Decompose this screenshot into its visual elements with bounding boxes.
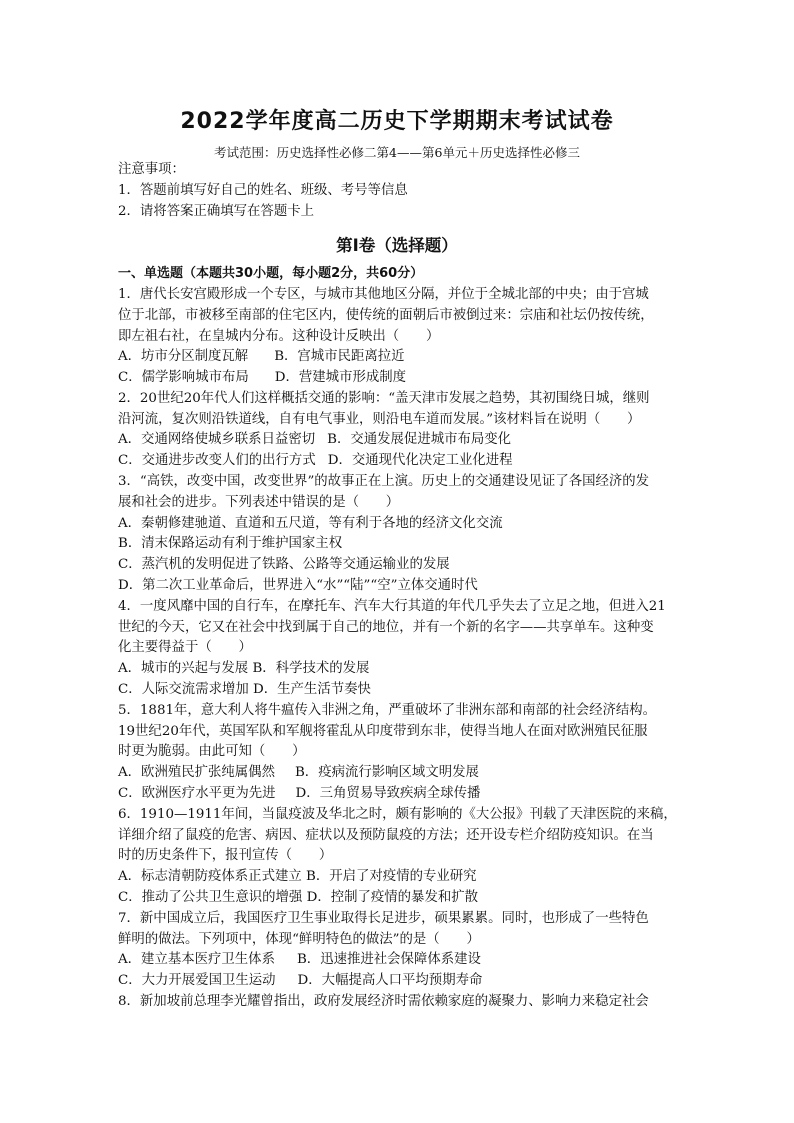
q2-options-cd xyxy=(118,451,688,471)
q6-options-ab[interactable]: A．标志清朝防疫体系正式建立 B．开启了对疫情的专业研究 xyxy=(118,869,477,884)
q7-options-cd xyxy=(118,971,688,991)
q1-options-ab xyxy=(118,347,688,367)
q6-options-cd[interactable]: C．推动了公共卫生意识的增强 D．控制了疫情的暴发和扩散 xyxy=(118,890,479,905)
q7-option-b[interactable]: B．迅速推进社会保障体系建设 xyxy=(296,952,481,967)
notes-heading: 注意事项： xyxy=(118,162,185,177)
q2-option-b[interactable]: B．交通发展促进城市布局变化 xyxy=(327,432,512,447)
q2-options-ab xyxy=(118,430,688,450)
mc-heading: 一、单选题（本题共30小题，每小题2分，共60分） xyxy=(118,266,424,281)
q5-options-ab xyxy=(118,763,688,783)
q2-option-d[interactable]: D．交通现代化决定工业化进程 xyxy=(327,453,513,468)
q5-option-d[interactable]: D．三角贸易导致疾病全球传播 xyxy=(295,786,481,801)
q1-option-c[interactable]: C．儒学影响城市布局 xyxy=(118,370,249,385)
q2-text: 2．20世纪20年代人们这样概括交通的影响：“盖天津市发展之趋势，其初围绕日城，继则 xyxy=(118,391,650,406)
q5-options-cd xyxy=(118,784,688,804)
q7-text: 鲜明的做法。下列项中，体现“鲜明特色的做法”的是（ ） xyxy=(118,932,480,947)
q5-text: 19世纪20年代，英国军队和军舰将霍乱从印度带到东非，使得当地人在面对欧洲殖民征服 xyxy=(118,724,648,739)
q7-option-d[interactable]: D．大幅提高人口平均预期寿命 xyxy=(297,973,483,988)
q3-text: 展和社会的进步。下列表述中错误的是（ ） xyxy=(118,495,400,510)
q3-text: 3．“高铁，改变中国，改变世界”的故事正在上演。历史上的交通建设见证了各国经济的发 xyxy=(118,474,650,489)
q3-option-a[interactable]: A．秦朝修建驰道、直道和五尺道，等有利于各地的经济文化交流 xyxy=(118,516,503,531)
q3-option-b[interactable]: B．清末保路运动有利于维护国家主权 xyxy=(118,536,343,551)
q1-text: 位于北部，市被移至南部的住宅区内，使传统的面朝后市被倒过来：宗庙和社坛仍按传统， xyxy=(118,308,654,323)
q1-text: 1．唐代长安宫殿形成一个专区，与城市其他地区分隔，并位于全城北部的中央；由于宫城 xyxy=(118,287,649,302)
q4-options-cd[interactable]: C．人际交流需求增加 D．生产生活节奏快 xyxy=(118,682,371,697)
q4-text: 化主要得益于（ ） xyxy=(118,640,252,655)
q8-text: 8．新加坡前总理李光耀曾指出，政府发展经济时需依赖家庭的凝聚力、影响力来稳定社会 xyxy=(118,994,649,1009)
q2-option-a[interactable]: A．交通网络使城乡联系日益密切 xyxy=(118,432,316,447)
exam-scope: 考试范围：历史选择性必修二第4——第6单元＋历史选择性必修三 xyxy=(214,145,580,160)
q5-option-a[interactable]: A．欧洲殖民扩张纯属偶然 xyxy=(118,765,275,780)
exam-title: 2022学年度高二历史下学期期末考试试卷 xyxy=(180,109,614,134)
note-item: 1．答题前填写好自己的姓名、班级、考号等信息 xyxy=(118,183,408,198)
q1-text: 即左祖右社，在皇城内分布。这种设计反映出（ ） xyxy=(118,329,440,344)
q7-text: 7．新中国成立后，我国医疗卫生事业取得长足进步，硕果累累。同时，也形成了一些特色 xyxy=(118,911,649,926)
q1-options-cd xyxy=(118,368,688,388)
q6-text: 时的历史条件下，报刊宣传（ ） xyxy=(118,848,333,863)
q1-option-d[interactable]: D．营建城市形成制度 xyxy=(274,370,407,385)
q7-options-ab xyxy=(118,950,688,970)
q4-text: 4．一度风靡中国的自行车，在摩托车、汽车大行其道的年代几乎失去了立足之地，但进入21 xyxy=(118,599,666,614)
q5-option-b[interactable]: B．疫病流行影响区域文明发展 xyxy=(294,765,479,780)
q6-text: 6．1910—1911年间，当鼠疫波及华北之时，颇有影响的《大公报》刊载了天津医院的来稿， xyxy=(118,807,677,822)
q1-option-b[interactable]: B．宫城市民距离拉近 xyxy=(274,349,405,364)
q5-option-c[interactable]: C．欧洲医疗水平更为先进 xyxy=(118,786,276,801)
q2-text: 沿河流，复次则沿铁道线，自有电气事业，则沿电车道而发展。”该材料旨在说明（ ） xyxy=(118,412,641,427)
q7-option-a[interactable]: A．建立基本医疗卫生体系 xyxy=(118,952,275,967)
part-title: 第Ⅰ卷（选择题） xyxy=(336,236,458,255)
q1-option-a[interactable]: A．坊市分区制度瓦解 xyxy=(118,349,249,364)
q5-text: 时更为脆弱。由此可知（ ） xyxy=(118,744,306,759)
q7-option-c[interactable]: C．大力开展爱国卫生运动 xyxy=(118,973,276,988)
q4-options-ab[interactable]: A．城市的兴起与发展 B．科学技术的发展 xyxy=(118,661,370,676)
q2-option-c[interactable]: C．交通进步改变人们的出行方式 xyxy=(118,453,316,468)
note-item: 2．请将答案正确填写在答题卡上 xyxy=(118,204,314,219)
q3-option-d[interactable]: D．第二次工业革命后，世界进入“水”“陆”“空”立体交通时代 xyxy=(118,578,478,593)
q6-text: 详细介绍了鼠疫的危害、病因、症状以及预防鼠疫的方法；还开设专栏介绍防疫知识。在当 xyxy=(118,828,654,843)
q3-option-c[interactable]: C．蒸汽机的发明促进了铁路、公路等交通运输业的发展 xyxy=(118,557,450,572)
q4-text: 世纪的今天，它又在社会中找到属于自己的地位，并有一个新的名字——共享单车。这种变 xyxy=(118,620,654,635)
q5-text: 5．1881年，意大利人将牛瘟传入非洲之角，严重破坏了非洲东部和南部的社会经济结构。 xyxy=(118,703,657,718)
